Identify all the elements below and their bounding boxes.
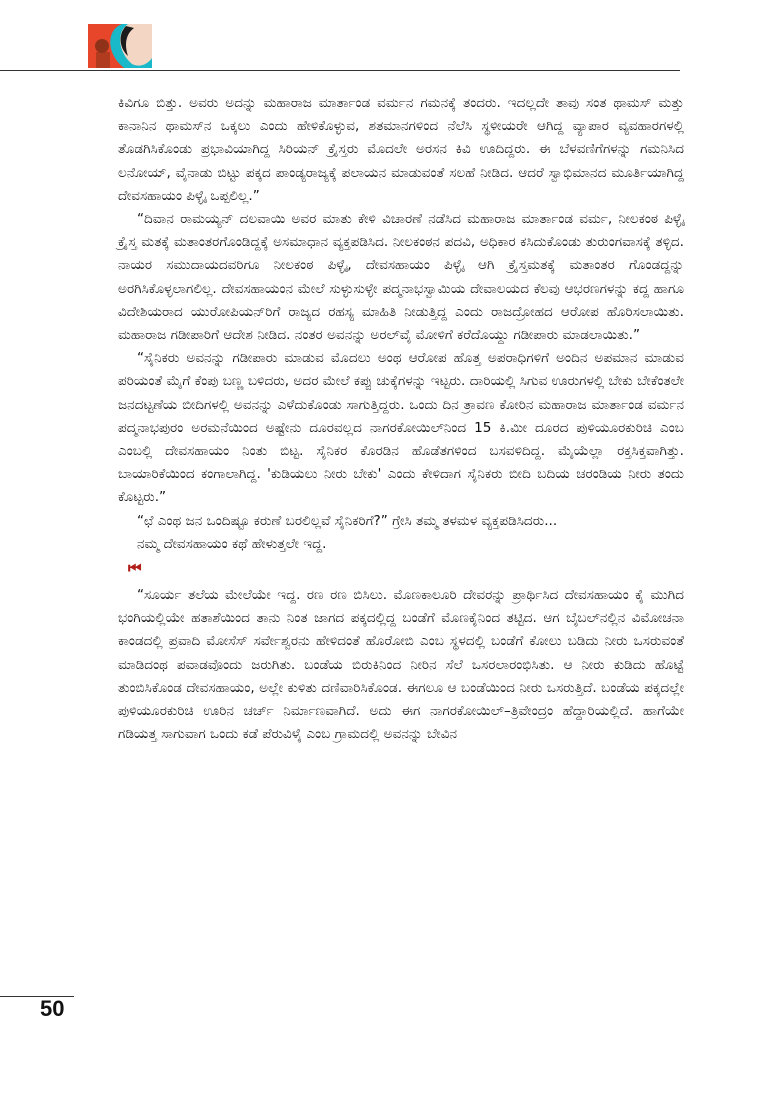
paragraph: ನಮ್ಮ ದೇವಸಹಾಯಂ ಕಥೆ ಹೇಳುತ್ತಲೇ ಇದ್ದ. [137,535,327,552]
magazine-logo-icon [88,24,152,68]
paragraph: ಕಿವಿಗೂ ಬಿತ್ತು. ಅವರು ಅದನ್ನು ಮಹಾರಾಜ ಮಾರ್ತಾಂಡ ವರ್ಮನ ಗಮನಕ್ಕೆ ತಂದರು. ಇದಲ್ಲದೇ ತಾವು ಸಂತ ಥಾಮಸ್ ಮತ್ತು ಕಾನಾನಿನ ಥಾಮಸ್‌ನ ಒಕ್ಕಲು ಎಂದು ಹೇಳಿಕೊಳ್ಳುವ, ಶತಮಾನಗಳಿಂದ ನೆಲೆಸಿ ಸ್ಥಳೀಯರೇ ಆಗಿದ್ದ ವ್ಯಾಪಾರ ವ್ಯವಹಾರಗಳಲ್ಲಿ ತೊಡಗಿಸಿಕೊಂಡು ಪ್ರಭಾವಿಯಾಗಿದ್ದ ಸಿರಿಯನ್ ಕ್ರೈಸ್ತರು ಮೊದಲೇ ಅರಸನ ಕಿವಿ ಊದಿದ್ದರು. ಈ ಬೆಳವಣಿಗೆಗಳನ್ನು ಗಮನಿಸಿದ ಲನೋಯ್, ವೈನಾಡು ಬಿಟ್ಟು ಪಕ್ಕದ ಪಾಂಡ್ಯರಾಜ್ಯಕ್ಕೆ ಪಲಾಯನ ಮಾಡುವಂತೆ ಸಲಹೆ ನೀಡಿದ. ಆದರೆ ಸ್ವಾಭಿಮಾನದ ಮೂರ್ತಿಯಾಗಿದ್ದ ದೇವಸಹಾಯಂ ಪಿಳ್ಳೈ ಒಪ್ಪಲಿಲ್ಲ.” [118,95,684,204]
header-divider [0,70,680,71]
paragraph: “ದಿವಾನ ರಾಮಯ್ಯನ್ ದಲವಾಯಿ ಅವರ ಮಾತು ಕೇಳಿ ವಿಚಾರಣೆ ನಡೆಸಿದ ಮಹಾರಾಜ ಮಾರ್ತಾಂಡ ವರ್ಮ, ನೀಲಕಂಠ ಪಿಳ್ಳೈ ಕ್ರೈಸ್ತ ಮತಕ್ಕೆ ಮತಾಂತರಗೊಂಡಿದ್ದಕ್ಕೆ ಅಸಮಾಧಾನ ವ್ಯಕ್ತಪಡಿಸಿದ. ನೀಲಕಂಠನ ಪದವಿ, ಅಧಿಕಾರ ಕಸಿದುಕೊಂಡು ತುರುಂಗವಾಸಕ್ಕೆ ತಳ್ಳಿದ. ನಾಯರ ಸಮುದಾಯದವರಿಗೂ ನೀಲಕಂಠ ಪಿಳ್ಳೈ, ದೇವಸಹಾಯಂ ಪಿಳ್ಳೈ ಆಗಿ ಕ್ರೈಸ್ತಮತಕ್ಕೆ ಮತಾಂತರ ಗೊಂಡದ್ದನ್ನು ಅರಗಿಸಿಕೊಳ್ಳಲಾಗಲಿಲ್ಲ. ದೇವಸಹಾಯಂನ ಮೇಲೆ ಸುಳ್ಳುಸುಳ್ಳೇ ಪದ್ಮನಾಭಸ್ವಾಮಿಯ ದೇವಾಲಯದ ಕೆಲವು ಆಭರಣಗಳನ್ನು ಕದ್ದ ಹಾಗೂ ವಿದೇಶಿಯರಾದ ಯುರೋಪಿಯನ್‌ರಿಗೆ ರಾಜ್ಯದ ರಹಸ್ಯ ಮಾಹಿತಿ ನೀಡುತ್ತಿದ್ದ ಎಂದು ರಾಜದ್ರೋಹದ ಆರೋಪ ಹೊರಿಸಲಾಯಿತು. ಮಹಾರಾಜ ಗಡೀಪಾರಿಗೆ ಆದೇಶ ನೀಡಿದ. ನಂತರ ಅವನನ್ನು ಅರಲ್‌ವೈ ಮೋಳಿಗೆ ಕರೆದೊಯ್ದು ಗಡೀಪಾರು ಮಾಡಲಾಯಿತು.” [118,211,684,344]
article-body [118,92,684,746]
paragraph: “ಸೈನಿಕರು ಅವನನ್ನು ಗಡೀಪಾರು ಮಾಡುವ ಮೊದಲು ಅಂಥ ಆರೋಪ ಹೊತ್ತ ಅಪರಾಧಿಗಳಿಗೆ ಅಂದಿನ ಅಪಮಾನ ಮಾಡುವ ಪರಿಯಂತೆ ಮೈಗೆ ಕೆಂಪು ಬಣ್ಣ ಬಳಿದರು, ಅದರ ಮೇಲೆ ಕಪ್ಪು ಚುಕ್ಕೆಗಳನ್ನು ಇಟ್ಟರು. ದಾರಿಯಲ್ಲಿ ಸಿಗುವ ಊರುಗಳಲ್ಲಿ ಬೇಕು ಬೇಕೆಂತಲೇ ಜನದಟ್ಟಣೆಯ ಬೀದಿಗಳಲ್ಲಿ ಅವನನ್ನು ಎಳೆದುಕೊಂಡು ಸಾಗುತ್ತಿದ್ದರು. ಒಂದು ದಿನ ತ್ರಾವಣ ಕೋರಿನ ಮಹಾರಾಜ ಮಾರ್ತಾಂಡ ವರ್ಮನ ಪದ್ಮನಾಭಪುರಂ ಅರಮನೆಯಿಂದ ಅಷ್ಟೇನು ದೂರವಲ್ಲದ ನಾಗರಕೋಯಿಲ್‌ನಿಂದ 15 ಕಿ.ಮೀ ದೂರದ ಪುಳಿಯೂರಕುರಿಚಿ ಎಂಬ ಎಂಬಲ್ಲಿ ದೇವಸಹಾಯಂ ನಿಂತು ಬಿಟ್ಟ. ಸೈನಿಕರ ಕೊರಡಿನ ಹೊಡೆತಗಳಿಂದ ಬಸವಳಿದಿದ್ದ. ಮೈಯೆಲ್ಲಾ ರಕ್ತಸಿಕ್ತವಾಗಿತ್ತು. ಬಾಯಾರಿಕೆಯಿಂದ ಕಂಗಾಲಾಗಿದ್ದ. 'ಕುಡಿಯಲು ನೀರು ಬೇಕು' ಎಂದು ಕೇಳಿದಾಗ ಸೈನಿಕರು ಬೀದಿ ಬದಿಯ ಚರಂಡಿಯ ನೀರು ತಂದು ಕೊಟ್ಟರು.” [118,350,684,506]
page-number: 50 [40,996,65,1021]
skip-back-icon: ⏮ [128,559,140,578]
paragraph: “ಛೆ ಎಂಥ ಜನ ಒಂದಿಷ್ಟೂ ಕರುಣೆ ಬರಲಿಲ್ಲವೆ ಸೈನಿಕರಿಗೆ?” ಗ್ರೇಸಿ ತಮ್ಮ ತಳಮಳ ವ್ಯಕ್ತಪಡಿಸಿದರು... [137,512,558,529]
paragraph: “ಸೂರ್ಯ ತಲೆಯ ಮೇಲೆಯೇ ಇದ್ದ. ರಣ ರಣ ಬಿಸಿಲು. ಮೊಣಕಾಲೂರಿ ದೇವರನ್ನು ಪ್ರಾರ್ಥಿಸಿದ ದೇವಸಹಾಯಂ ಕೈ ಮುಗಿದ ಭಂಗಿಯಲ್ಲಿಯೇ ಹತಾಶೆಯಿಂದ ತಾನು ನಿಂತ ಜಾಗದ ಪಕ್ಕದಲ್ಲಿದ್ದ ಬಂಡೆಗೆ ಮೊಣಕೈನಿಂದ ತಟ್ಟಿದ. ಆಗ ಬೈಬಲ್‌ನಲ್ಲಿನ ವಿಮೋಚನಾ ಕಾಂಡದಲ್ಲಿ ಪ್ರವಾದಿ ಮೋಸೆಸ್ ಸರ್ವೇಶ್ವರನು ಹೇಳಿದಂತೆ ಹೊರೋಬಿ ಎಂಬ ಸ್ಥಳದಲ್ಲಿ ಬಂಡೆಗೆ ಕೋಲು ಬಡಿದು ನೀರು ಒಸರುವಂತೆ ಮಾಡಿದಂಥ ಪವಾಡವೊಂದು ಜರುಗಿತು. ಬಂಡೆಯ ಬಿರುಕಿನಿಂದ ನೀರಿನ ಸೆಲೆ ಒಸರಲಾರಂಭಿಸಿತು. ಆ ನೀರು ಕುಡಿದು ಹೊಟ್ಟೆ ತುಂಬಿಸಿಕೊಂಡ ದೇವಸಹಾಯಂ, ಅಲ್ಲೇ ಕುಳಿತು ದಣಿವಾರಿಸಿಕೊಂಡ. ಈಗಲೂ ಆ ಬಂಡೆಯಿಂದ ನೀರು ಒಸರುತ್ತಿದೆ. ಬಂಡೆಯ ಪಕ್ಕದಲ್ಲೇ ಪುಳಿಯೂರಕುರಿಚಿ ಊರಿನ ಚರ್ಚ್ ನಿರ್ಮಾಣವಾಗಿದೆ. ಅದು ಈಗ ನಾಗರಕೋಯಿಲ್–ತ್ರಿವೇಂದ್ರಂ ಹೆದ್ದಾರಿಯಲ್ಲಿದೆ. ಹಾಗೆಯೇ ಗಡಿಯತ್ತ ಸಾಗುವಾಗ ಒಂದು ಕಡೆ ಪೆರುವಿಳೈ ಎಂಬ ಗ್ರಾಮದಲ್ಲಿ ಅವನನ್ನು ಬೇವಿನ [118,587,684,743]
